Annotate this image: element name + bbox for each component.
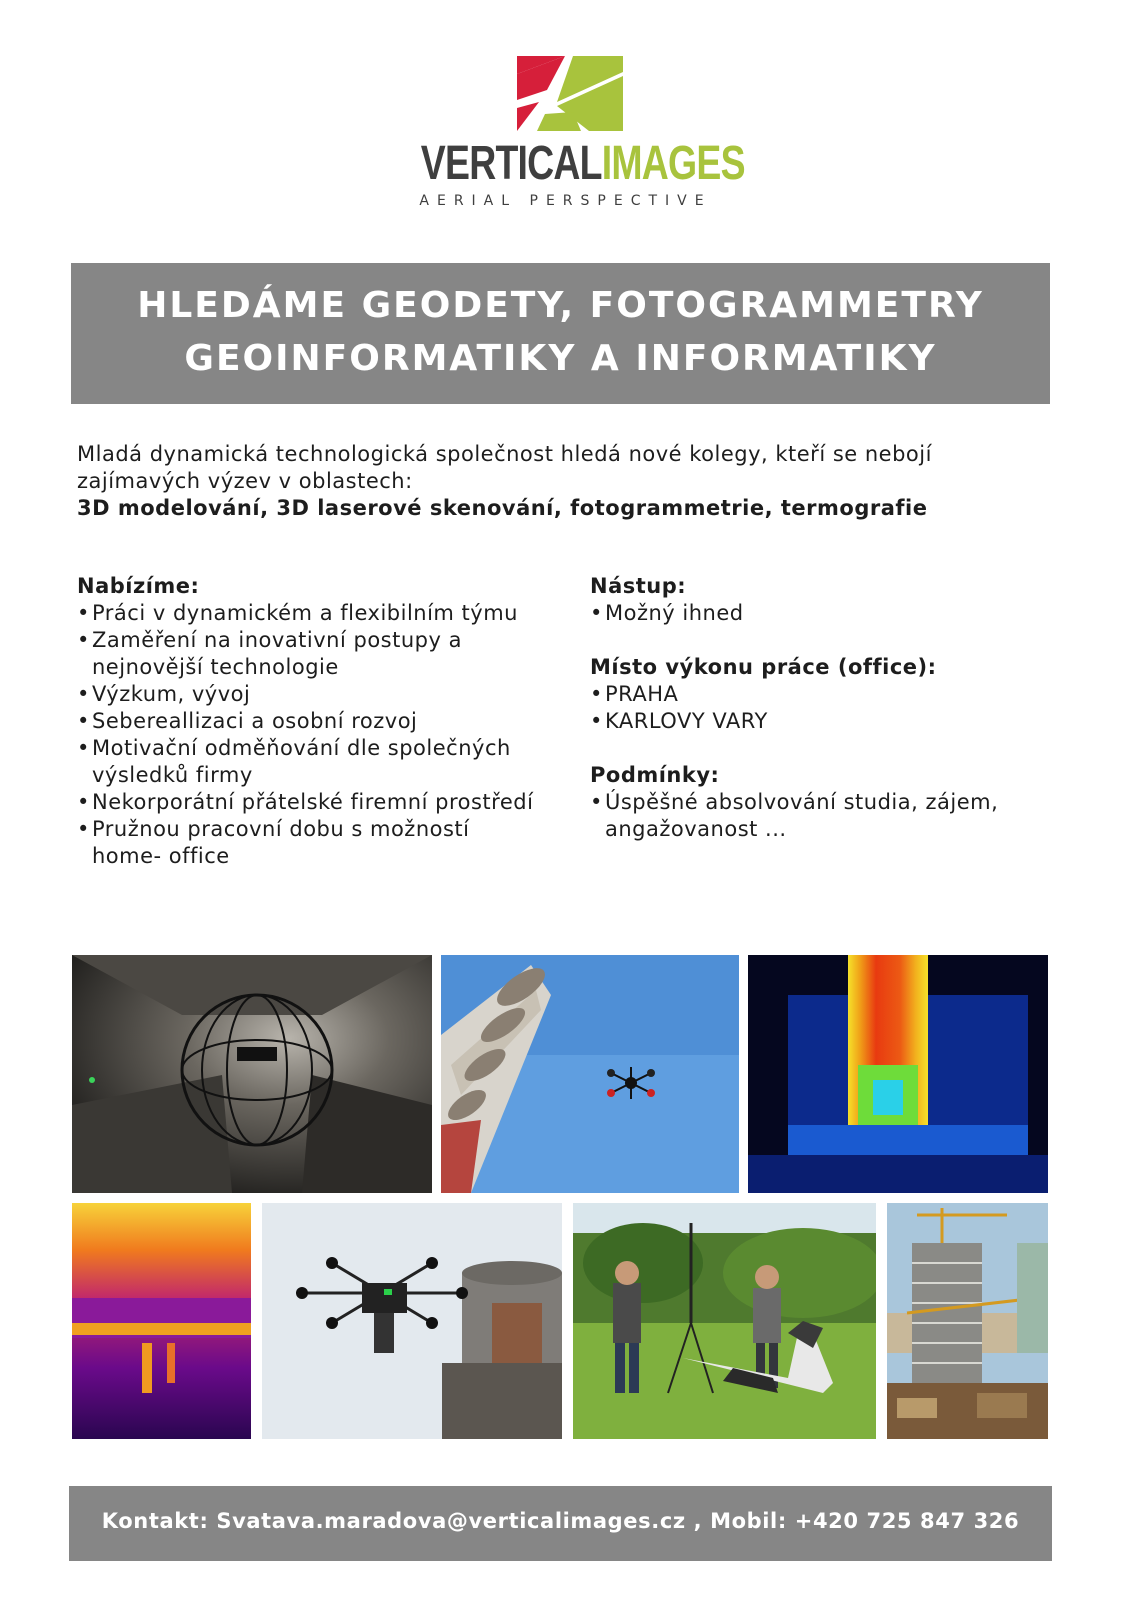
photo-heavy-drone: [262, 1203, 562, 1439]
photo-drone-in-tunnel: [72, 955, 432, 1193]
conditions-heading: Podmínky:: [590, 763, 720, 787]
list-item: • Pružnou pracovní dobu s možností home- office: [77, 816, 537, 870]
intro-line-1: Mladá dynamická technologická společnost hledá nové kolegy, kteří se nebojí: [77, 442, 932, 466]
heading-line-1: HLEDÁME GEODETY, FOTOGRAMMETRY: [137, 285, 984, 326]
contact-text: Kontakt: Svatava.maradova@verticalimages.cz , Mobil: +420 725 847 326: [101, 1509, 1020, 1533]
list-item: • Možný ihned: [590, 600, 1050, 627]
heading-banner: [71, 263, 1050, 404]
heading-line-2: GEOINFORMATIKY A INFORMATIKY: [184, 338, 937, 379]
list-item: • Práci v dynamickém a flexibilním týmu: [77, 600, 537, 627]
conditions-list: [590, 789, 1050, 843]
logo-tagline: AERIAL PERSPECTIVE: [419, 193, 712, 209]
list-item: • Nekorporátní přátelské firemní prostředí: [77, 789, 537, 816]
photo-drone-by-chimney: [441, 955, 739, 1193]
list-item: • Zaměření na inovativní postupy a nejnovější technologie: [77, 627, 537, 681]
list-item: • PRAHA: [590, 681, 1050, 708]
photo-construction-site: [887, 1203, 1048, 1439]
logo-mark: [517, 56, 623, 131]
offer-heading: Nabízíme:: [77, 574, 200, 598]
offer-list: [77, 600, 537, 870]
intro-line-2: zajímavých výzev v oblastech:: [77, 469, 413, 493]
location-list: [590, 681, 1050, 735]
list-item: • Motivační odměňování dle společných výsledků firmy: [77, 735, 537, 789]
list-item: • Sebereallizaci a osobní rozvoj: [77, 708, 537, 735]
list-item: • KARLOVY VARY: [590, 708, 1050, 735]
contact-footer: [69, 1486, 1052, 1561]
intro-text: [77, 441, 1057, 522]
offer-section: [77, 573, 537, 870]
logo-word-vertical: VERTICAL: [420, 137, 602, 190]
list-item: • Výzkum, vývoj: [77, 681, 537, 708]
photo-thermal-closeup: [72, 1203, 251, 1439]
start-heading: Nástup:: [590, 574, 687, 598]
location-heading: Místo výkonu práce (office):: [590, 655, 937, 679]
logo-wordmark: [420, 137, 745, 190]
list-item: • Úspěšné absolvování studia, zájem, angažovanost ...: [590, 789, 1050, 843]
photo-thermal-chimney: [748, 955, 1048, 1193]
photo-surveyors-fixed-wing: [573, 1203, 876, 1439]
logo-word-images: IMAGES: [601, 137, 745, 190]
intro-fields: 3D modelování, 3D laserové skenování, fotogrammetrie, termografie: [77, 496, 928, 520]
details-section: [590, 573, 1050, 843]
start-list: [590, 600, 1050, 627]
